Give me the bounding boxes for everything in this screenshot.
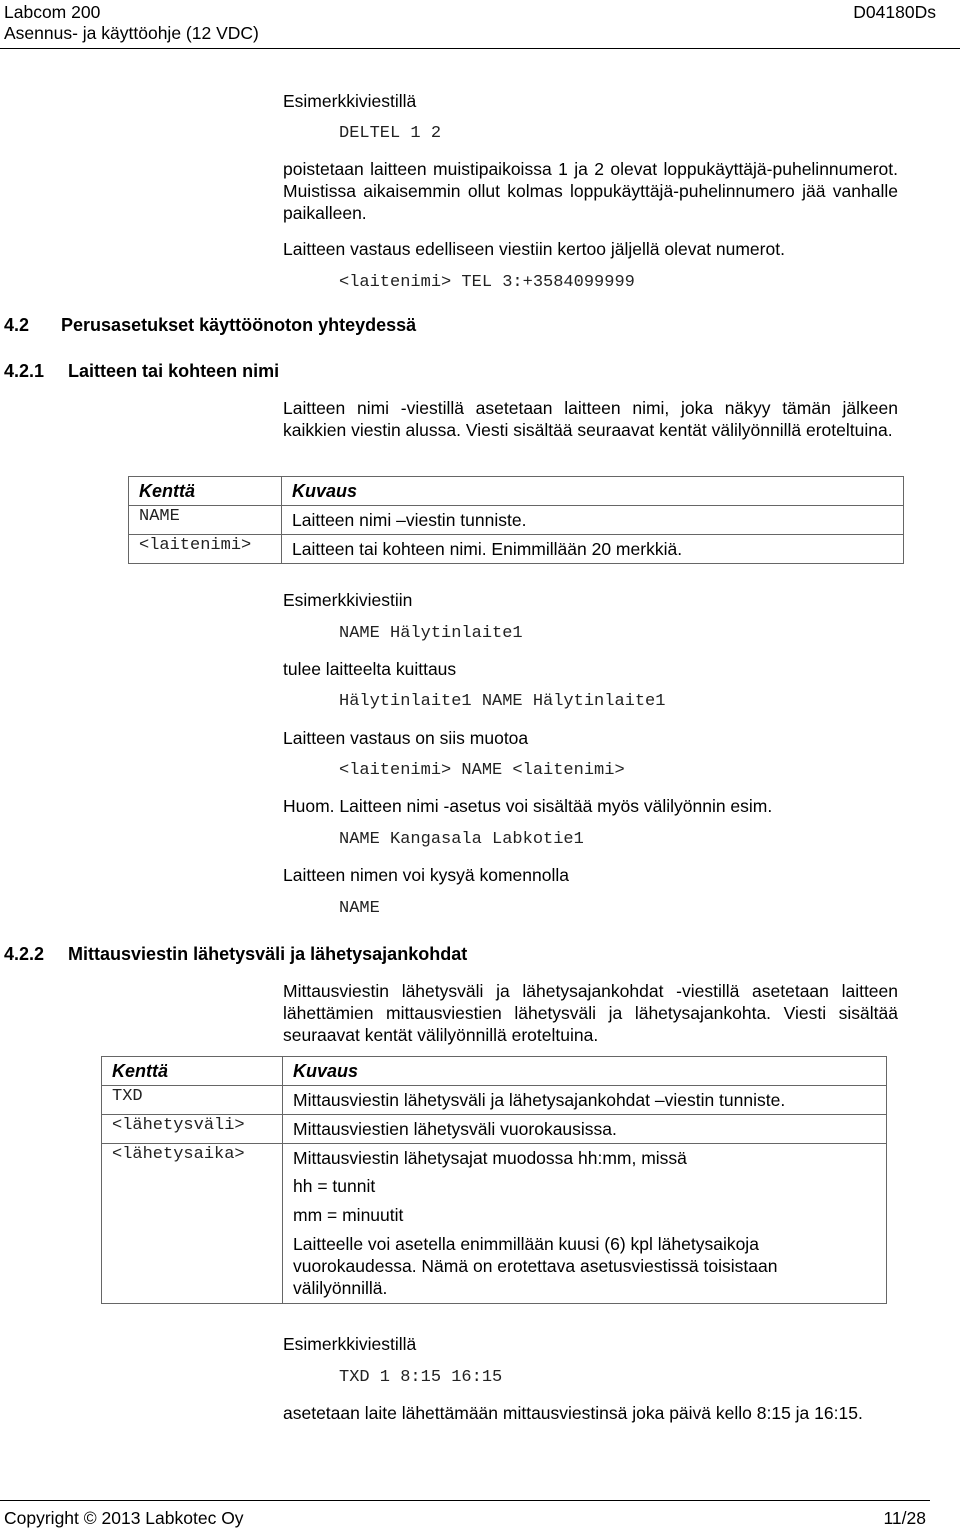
note-label: Huom. Laitteen nimi -asetus voi sisältää myös välilyönnin esim. (283, 796, 773, 816)
note-code: NAME Kangasala Labkotie1 (339, 830, 584, 849)
section-heading-4-2-1 (4, 361, 279, 382)
table-row (102, 1086, 887, 1115)
example-code-txd: TXD 1 8:15 16:15 (339, 1368, 503, 1387)
reply-code-tel: <laitenimi> TEL 3:+3584099999 (339, 273, 635, 292)
table-row (102, 1115, 887, 1144)
section-number: 4.2.1 (4, 361, 45, 381)
table-cell-description (283, 1144, 887, 1304)
paragraph-reply-info: Laitteen vastaus edelliseen viestiin kertoo jäljellä olevat numerot. (283, 239, 785, 259)
section-title: Mittausviestin lähetysväli ja lähetysajankohdat (68, 944, 468, 964)
section-heading-4-2-2 (4, 944, 467, 965)
table-row (129, 506, 904, 535)
paragraph-txd-result: asetetaan laite lähettämään mittausviestinsä joka päivä kello 8:15 ja 16:15. (283, 1403, 863, 1423)
table-header-field: Kenttä (102, 1057, 283, 1086)
paragraph-txd-intro: Mittausviestin lähetysväli ja lähetysajankohdat -viestillä asetetaan laitteen lähettämien mittausviestien lähetysväli ja lähetysajankohta. Viesti sisältää seuraavat kentät välilyönnillä eroteltuina. (283, 981, 898, 1045)
section-number: 4.2 (4, 315, 30, 335)
example-code-name: NAME Hälytinlaite1 (339, 624, 523, 643)
section-title: Laitteen tai kohteen nimi (68, 361, 280, 381)
table-cell-description: Laitteen tai kohteen nimi. Enimmillään 20 merkkiä. (282, 535, 904, 564)
fields-table-txd (101, 1056, 887, 1304)
desc-line: Mittausviestin lähetysajat muodossa hh:mm, missä (293, 1148, 687, 1168)
example-label-name: Esimerkkiviestiin (283, 590, 413, 610)
desc-line: mm = minuutit (293, 1205, 404, 1225)
doc-subtitle: Asennus- ja käyttöohje (12 VDC) (4, 23, 259, 43)
table-header-description: Kuvaus (282, 477, 904, 506)
table-cell-description: Mittausviestien lähetysväli vuorokausissa. (283, 1115, 887, 1144)
desc-line: hh = tunnit (293, 1176, 376, 1196)
table-row (102, 1144, 887, 1304)
query-code: NAME (339, 899, 380, 918)
section-heading-4-2 (4, 315, 416, 336)
reply-form-code: <laitenimi> NAME <laitenimi> (339, 761, 625, 780)
table-cell-field: <laitenimi> (129, 535, 282, 564)
ack-code: Hälytinlaite1 NAME Hälytinlaite1 (339, 692, 666, 711)
ack-label: tulee laitteelta kuittaus (283, 659, 457, 679)
paragraph-name-intro: Laitteen nimi -viestillä asetetaan laitteen nimi, joka näkyy tämän jälkeen kaikkien viestin alussa. Viesti sisältää seuraavat kentät välilyönnillä eroteltuina. (283, 398, 898, 440)
table-cell-field: <lähetysaika> (102, 1144, 283, 1304)
example-label-deltel: Esimerkkiviestillä (283, 91, 417, 111)
footer-copyright: Copyright © 2013 Labkotec Oy (4, 1508, 244, 1528)
desc-line: Laitteelle voi asetella enimmillään kuusi (6) kpl lähetysaikoja vuorokaudessa. Nämä on erotettava asetusviestissä toisistaan välilyönnillä. (293, 1234, 778, 1298)
table-row (129, 535, 904, 564)
example-label-txd: Esimerkkiviestillä (283, 1334, 417, 1354)
query-label: Laitteen nimen voi kysyä komennolla (283, 865, 569, 885)
doc-code: D04180Ds (853, 2, 936, 22)
table-cell-description: Mittausviestin lähetysväli ja lähetysajankohdat –viestin tunniste. (283, 1086, 887, 1115)
table-cell-description: Laitteen nimi –viestin tunniste. (282, 506, 904, 535)
table-header-field: Kenttä (129, 477, 282, 506)
doc-title: Labcom 200 (4, 2, 101, 22)
paragraph-deltel-result: poistetaan laitteen muistipaikoissa 1 ja 2 olevat loppukäyttäjä-puhelinnumerot. Muistissa aikaisemmin ollut kolmas loppukäyttäjä-puhelinnumero jää vanhalle paikalleen. (283, 159, 898, 223)
table-cell-field: NAME (129, 506, 282, 535)
section-title: Perusasetukset käyttöönoton yhteydessä (61, 315, 417, 335)
table-header-description: Kuvaus (283, 1057, 887, 1086)
table-cell-field: <lähetysväli> (102, 1115, 283, 1144)
table-cell-field: TXD (102, 1086, 283, 1115)
reply-form-label: Laitteen vastaus on siis muotoa (283, 728, 529, 748)
example-code-deltel: DELTEL 1 2 (339, 124, 442, 143)
footer-page-number: 11/28 (883, 1508, 926, 1528)
section-number: 4.2.2 (4, 944, 45, 964)
footer-rule (0, 1500, 930, 1501)
header-rule (0, 48, 960, 49)
fields-table-name (128, 476, 904, 564)
